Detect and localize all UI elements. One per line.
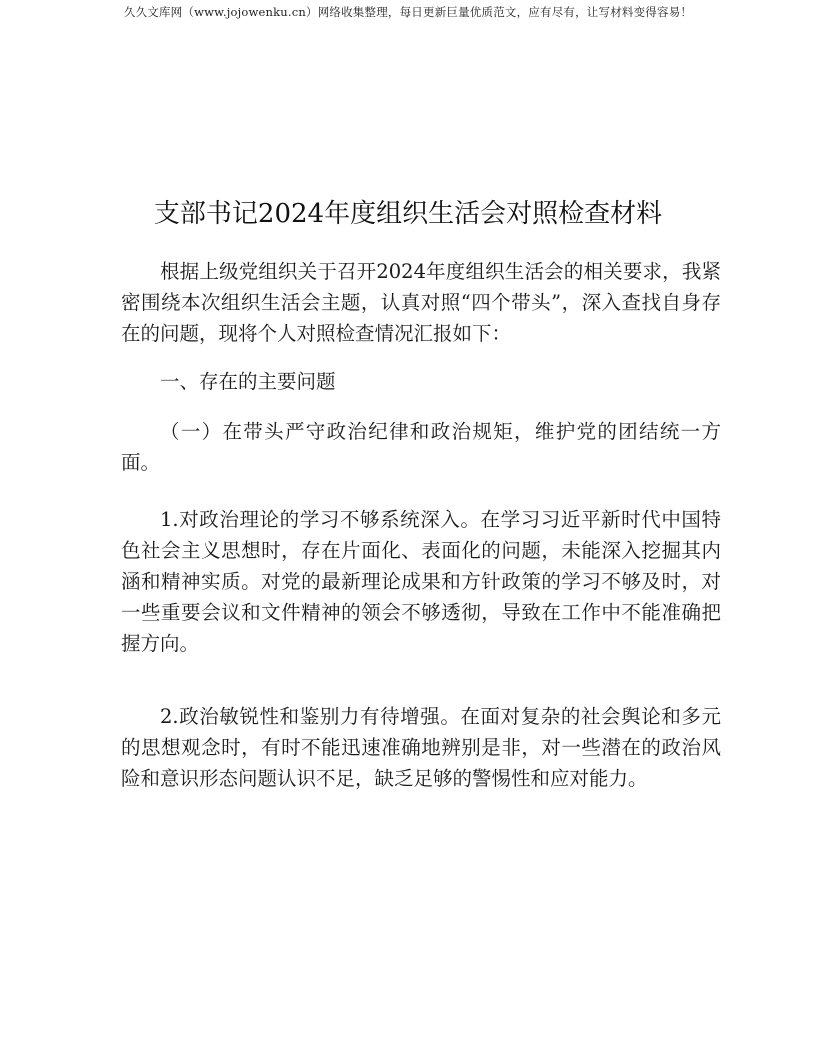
intro-paragraph-block <box>121 256 721 349</box>
item-1-block <box>121 504 721 659</box>
document-title: 支部书记2024年度组织生活会对照检查材料 <box>153 199 663 229</box>
section-heading-block <box>121 366 721 397</box>
section-heading: 一、存在的主要问题 <box>160 370 336 393</box>
item-2-block <box>121 701 721 794</box>
intro-paragraph: 根据上级党组织关于召开2024年度组织生活会的相关要求，我紧密围绕本次组织生活会主题，认真对照“四个带头”，深入查找自身存在的问题，现将个人对照检查情况汇报如下： <box>121 260 721 345</box>
item-1-paragraph: 1.对政治理论的学习不够系统深入。在学习习近平新时代中国特色社会主义思想时，存在片面化、表面化的问题，未能深入挖掘其内涵和精神实质。对党的最新理论成果和方针政策的学习不够及时，对一些重要会议和文件精神的领会不够透彻，导致在工作中不能准确把握方向。 <box>121 508 721 655</box>
item-2-paragraph: 2.政治敏锐性和鉴别力有待增强。在面对复杂的社会舆论和多元的思想观念时，有时不能迅速准确地辨别是非，对一些潜在的政治风险和意识形态问题认识不足，缺乏足够的警惕性和应对能力。 <box>121 705 721 790</box>
subsection-heading-block <box>121 416 721 478</box>
source-header-note: 久久文库网（www.jojowenku.cn）网络收集整理，每日更新巨量优质范文，应有尽有，让写材料变得容易！ <box>123 5 693 19</box>
subsection-heading: （一）在带头严守政治纪律和政治规矩，维护党的团结统一方面。 <box>121 420 721 474</box>
